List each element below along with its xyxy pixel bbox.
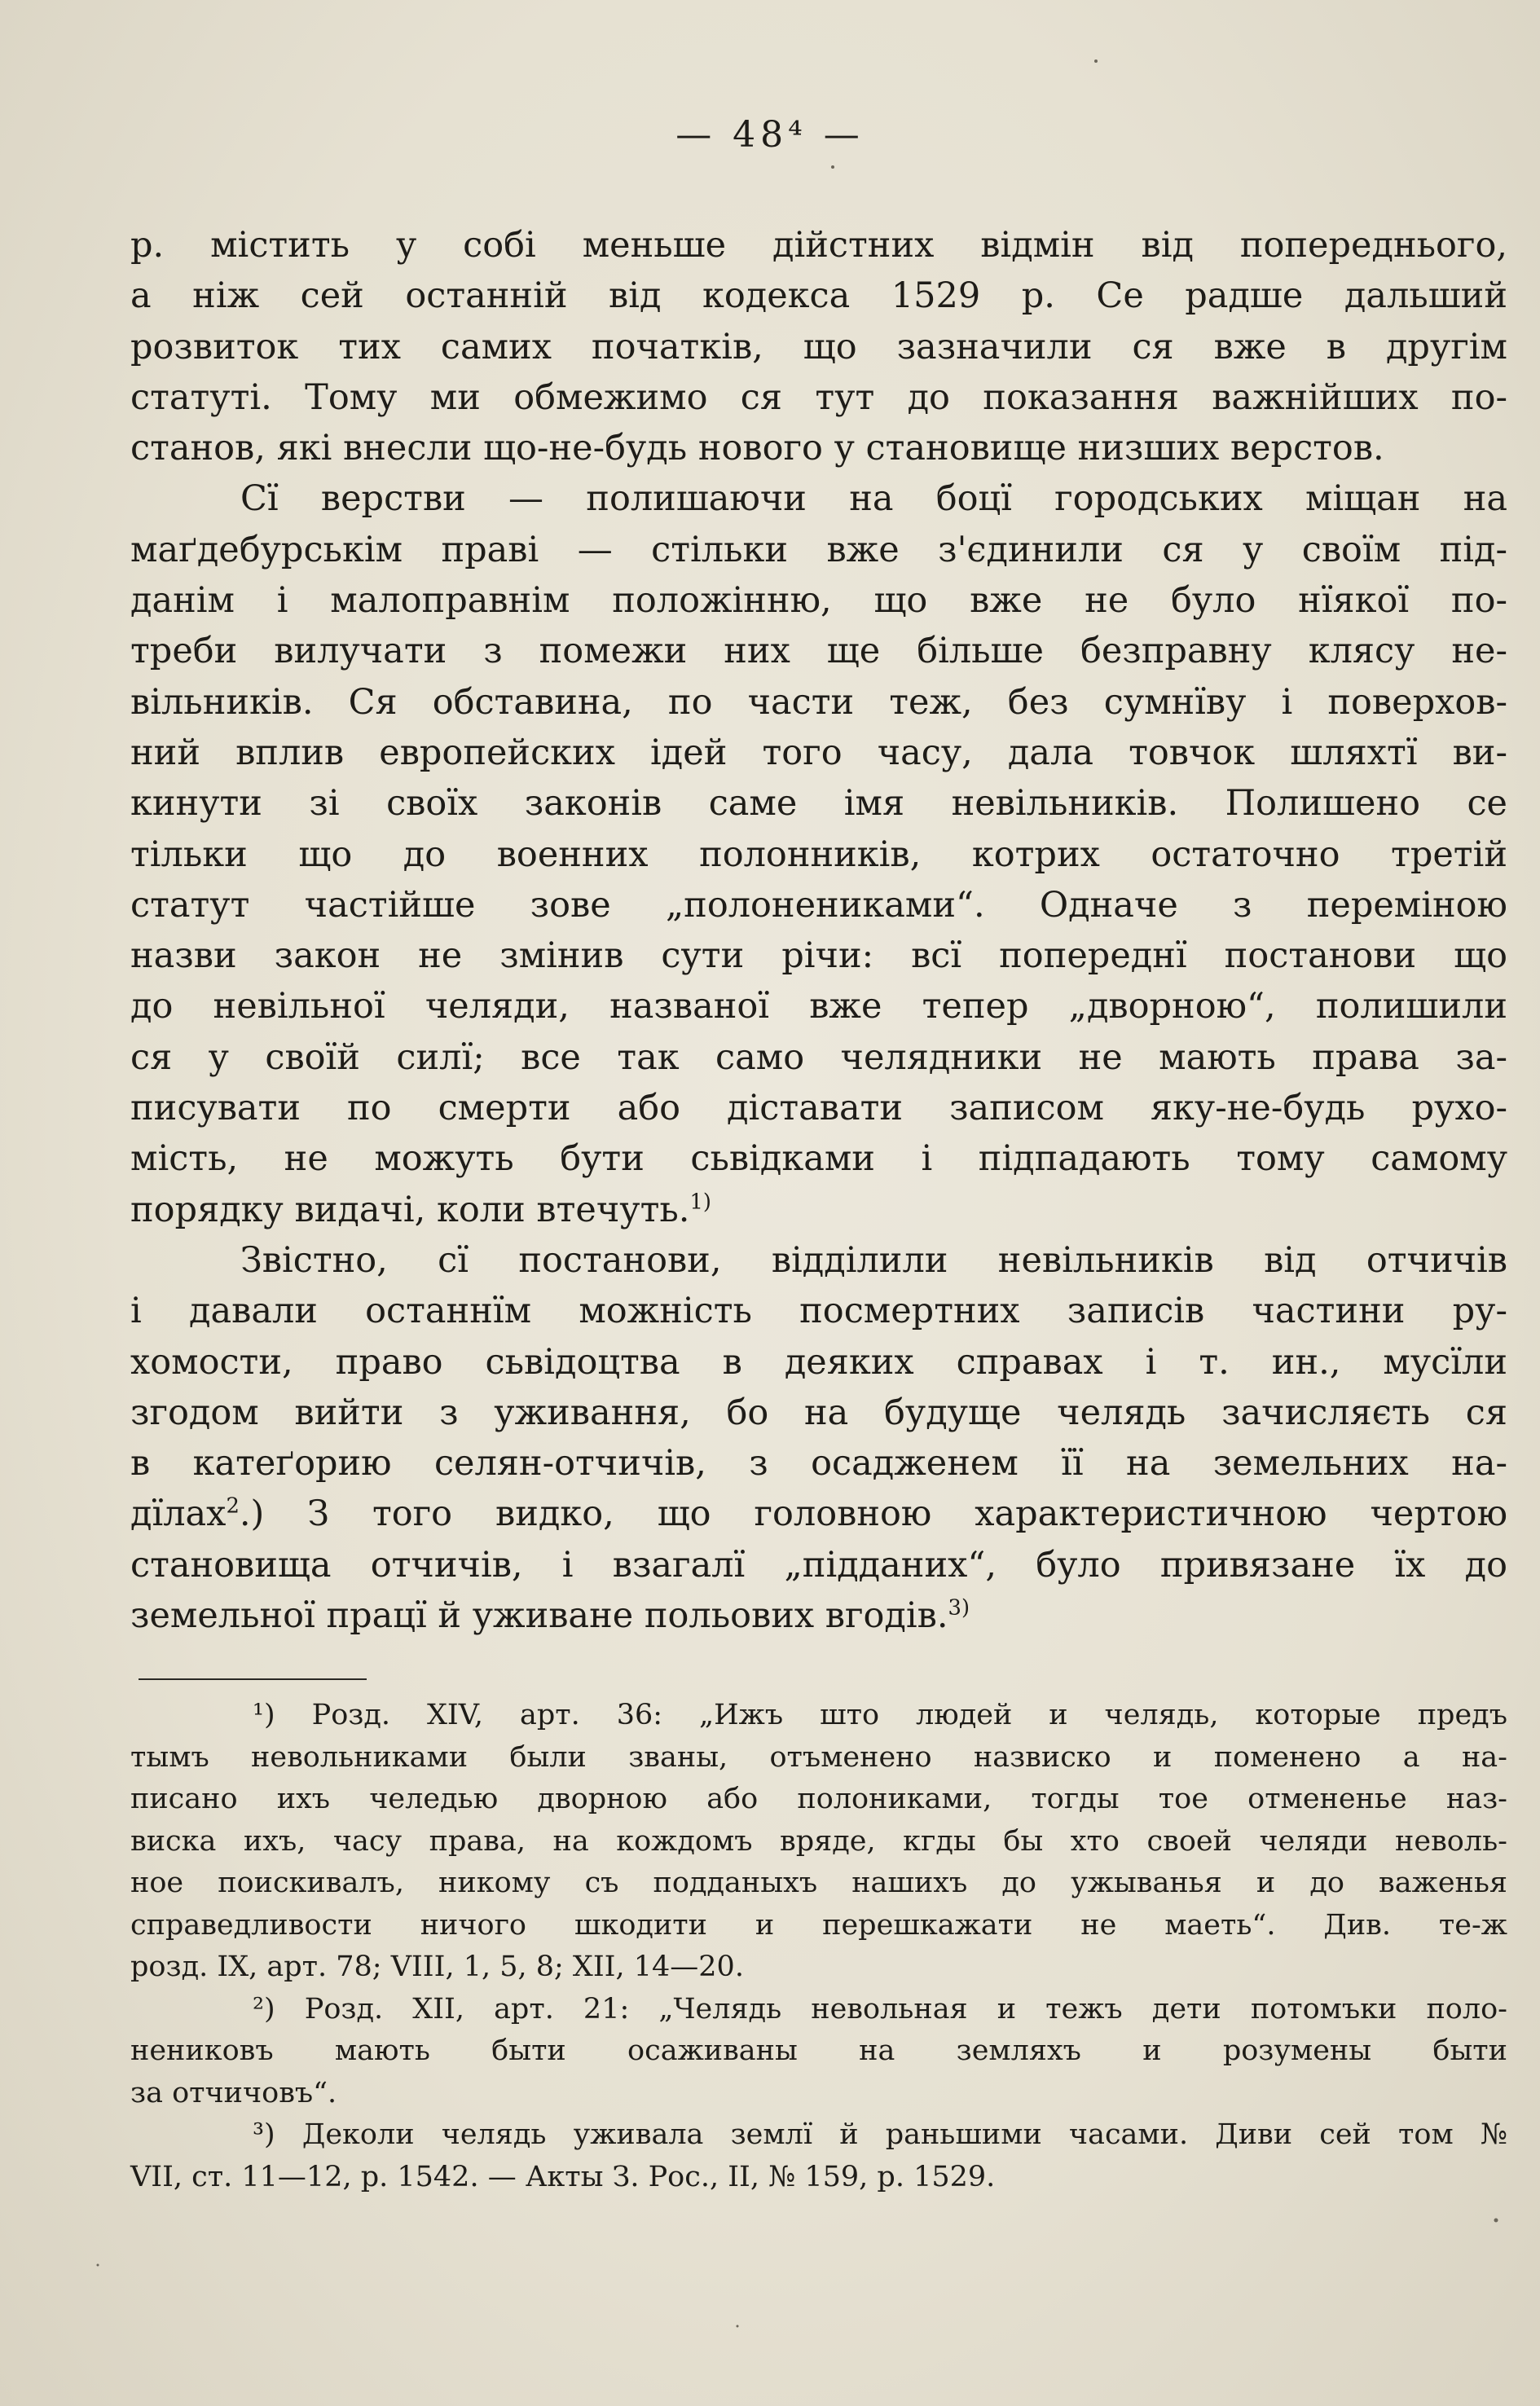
text-line: а ніж сей останній від кодекса 1529 р. Се радше дальший bbox=[130, 275, 1507, 317]
text-line: ний вплив европейских ідей того часу, дала товчок шляхтї ви- bbox=[130, 732, 1507, 773]
footnote-line: писано ихъ челедью дворною або полониками, тогды тое отмененье наз- bbox=[130, 1783, 1507, 1815]
text-line bbox=[130, 1590, 1507, 1641]
text-line: статуті. Тому ми обмежимо ся тут до показання важнійших по- bbox=[130, 376, 1507, 418]
text-line: вільників. Ся обставина, по части теж, без сумнїву і поверхов- bbox=[130, 681, 1507, 723]
text-line: згодом вийти з уживання, бо на будуще челядь зачисляєть ся bbox=[130, 1392, 1507, 1433]
footnote-line bbox=[130, 1695, 1507, 1737]
footnote-line bbox=[130, 2114, 1507, 2157]
text-line: статут частійше зове „полонениками“. Одначе з переміною bbox=[130, 884, 1507, 926]
text-line: тільки що до военних полонників, котрих остаточно третій bbox=[130, 834, 1507, 875]
footnote-line: справедливости ничого шкодити и перешкажати не маеть“. Див. те-ж bbox=[130, 1908, 1507, 1942]
speck bbox=[1094, 59, 1098, 63]
footnote-line: виска ихъ, часу права, на кождомъ вряде, кгды бы хто своей челяди неволь- bbox=[130, 1824, 1507, 1858]
text-line bbox=[130, 1489, 1507, 1539]
footnote-line: за отчичовъ“. bbox=[130, 2076, 337, 2109]
text-line: писувати по смерти або діставати записом яку-не-будь рухо- bbox=[130, 1088, 1507, 1129]
text-line: Звістно, сї постанови, відділили невільників від отчичів bbox=[240, 1239, 1507, 1281]
text-run: земельної працї й уживане польових вгодів. bbox=[130, 1595, 948, 1637]
speck bbox=[97, 2264, 99, 2267]
footnote-divider bbox=[139, 1678, 367, 1680]
footnote-mark: ²) bbox=[253, 1992, 275, 2026]
text-line: станов, які внесли що-не-будь нового у становище низших верстов. bbox=[130, 428, 1384, 469]
footnote-ref: 1) bbox=[689, 1190, 711, 1215]
text-line: мість, не можуть бути сьвідками і підпадають тому самому bbox=[130, 1138, 1507, 1180]
text-line: треби вилучати з помежи них ще більше безправну клясу не- bbox=[130, 631, 1507, 672]
text-line: становища отчичів, і взагалї „підданих“, було привязане їх до bbox=[130, 1544, 1507, 1586]
text-line: до невільної челяди, названої вже тепер „дворною“, полишили bbox=[130, 986, 1507, 1027]
speck bbox=[831, 165, 834, 169]
text-line: хомости, право сьвідоцтва в деяких справах і т. ин., мусїли bbox=[130, 1341, 1507, 1383]
text-line: данім і малоправнім положінню, що вже не було нїякої по- bbox=[130, 580, 1507, 622]
speck bbox=[1494, 2219, 1498, 2223]
text-run: дїлах bbox=[130, 1493, 227, 1535]
text-line: і давали останнїм можність посмертних записів частини ру- bbox=[130, 1291, 1507, 1332]
footnote-line: нениковъ мають быти осаживаны на земляхъ и розумены быти bbox=[130, 2034, 1507, 2067]
footnote-mark: ¹) bbox=[253, 1699, 275, 1731]
text-run: порядку видачі, коли втечуть. bbox=[130, 1189, 690, 1230]
page-number: — 48⁴ — bbox=[675, 114, 865, 156]
footnotes bbox=[130, 1695, 1507, 2198]
text-line: назви закон не змінив сути річи: всї попереднї постанови що bbox=[130, 935, 1507, 977]
footnote-text: Розд. XII, арт. 21: „Челядь невольная и тежъ дети потомъки поло- bbox=[304, 1992, 1507, 2026]
speck bbox=[737, 2325, 739, 2328]
text-line: р. містить у собі меньше дійстних відмін від попереднього, bbox=[130, 225, 1507, 266]
footnote-text: Розд. XIV, арт. 36: „Ижъ што людей и челядь, которые предъ bbox=[311, 1699, 1507, 1731]
footnote-line: розд. IX, арт. 78; VIII, 1, 5, 8; XII, 14—20. bbox=[130, 1951, 744, 1983]
footnote-line: VII, ст. 11—12, р. 1542. — Акты З. Рос., II, № 159, р. 1529. bbox=[130, 2160, 996, 2193]
text-line: кинути зі своїх законів саме імя невільників. Полишено се bbox=[130, 783, 1507, 825]
text-line: маґдебурськім праві — стільки вже з'єдинили ся у своїм під- bbox=[130, 529, 1507, 570]
text-line bbox=[130, 1185, 1507, 1235]
text-line: розвиток тих самих початків, що зазначили ся вже в другім bbox=[130, 326, 1507, 367]
footnote-mark: ³) bbox=[253, 2118, 275, 2151]
main-text bbox=[130, 220, 1507, 1641]
text-line: ся у своїй силї; все так само челядники не мають права за- bbox=[130, 1036, 1507, 1078]
text-line: в катеґорию селян-отчичів, з осадженем її на земельних на- bbox=[130, 1443, 1507, 1485]
footnote-ref: 3) bbox=[948, 1595, 970, 1621]
text-run: .) З того видко, що головною характеристичною чертою bbox=[239, 1493, 1507, 1535]
footnote-line bbox=[130, 1989, 1507, 2031]
footnote-text: Деколи челядь уживала землї й раньшими часами. Диви сей том № bbox=[301, 2118, 1507, 2151]
footnote-line: тымъ невольниками были званы, отъменено назвиско и поменено а на- bbox=[130, 1740, 1507, 1774]
text-line: Сї верстви — полишаючи на боцї городських міщан на bbox=[240, 478, 1507, 520]
footnote-line: ное поискивалъ, никому съ подданыхъ нашихъ до ужыванья и до важенья bbox=[130, 1867, 1507, 1899]
footnote-ref: 2 bbox=[226, 1493, 240, 1519]
